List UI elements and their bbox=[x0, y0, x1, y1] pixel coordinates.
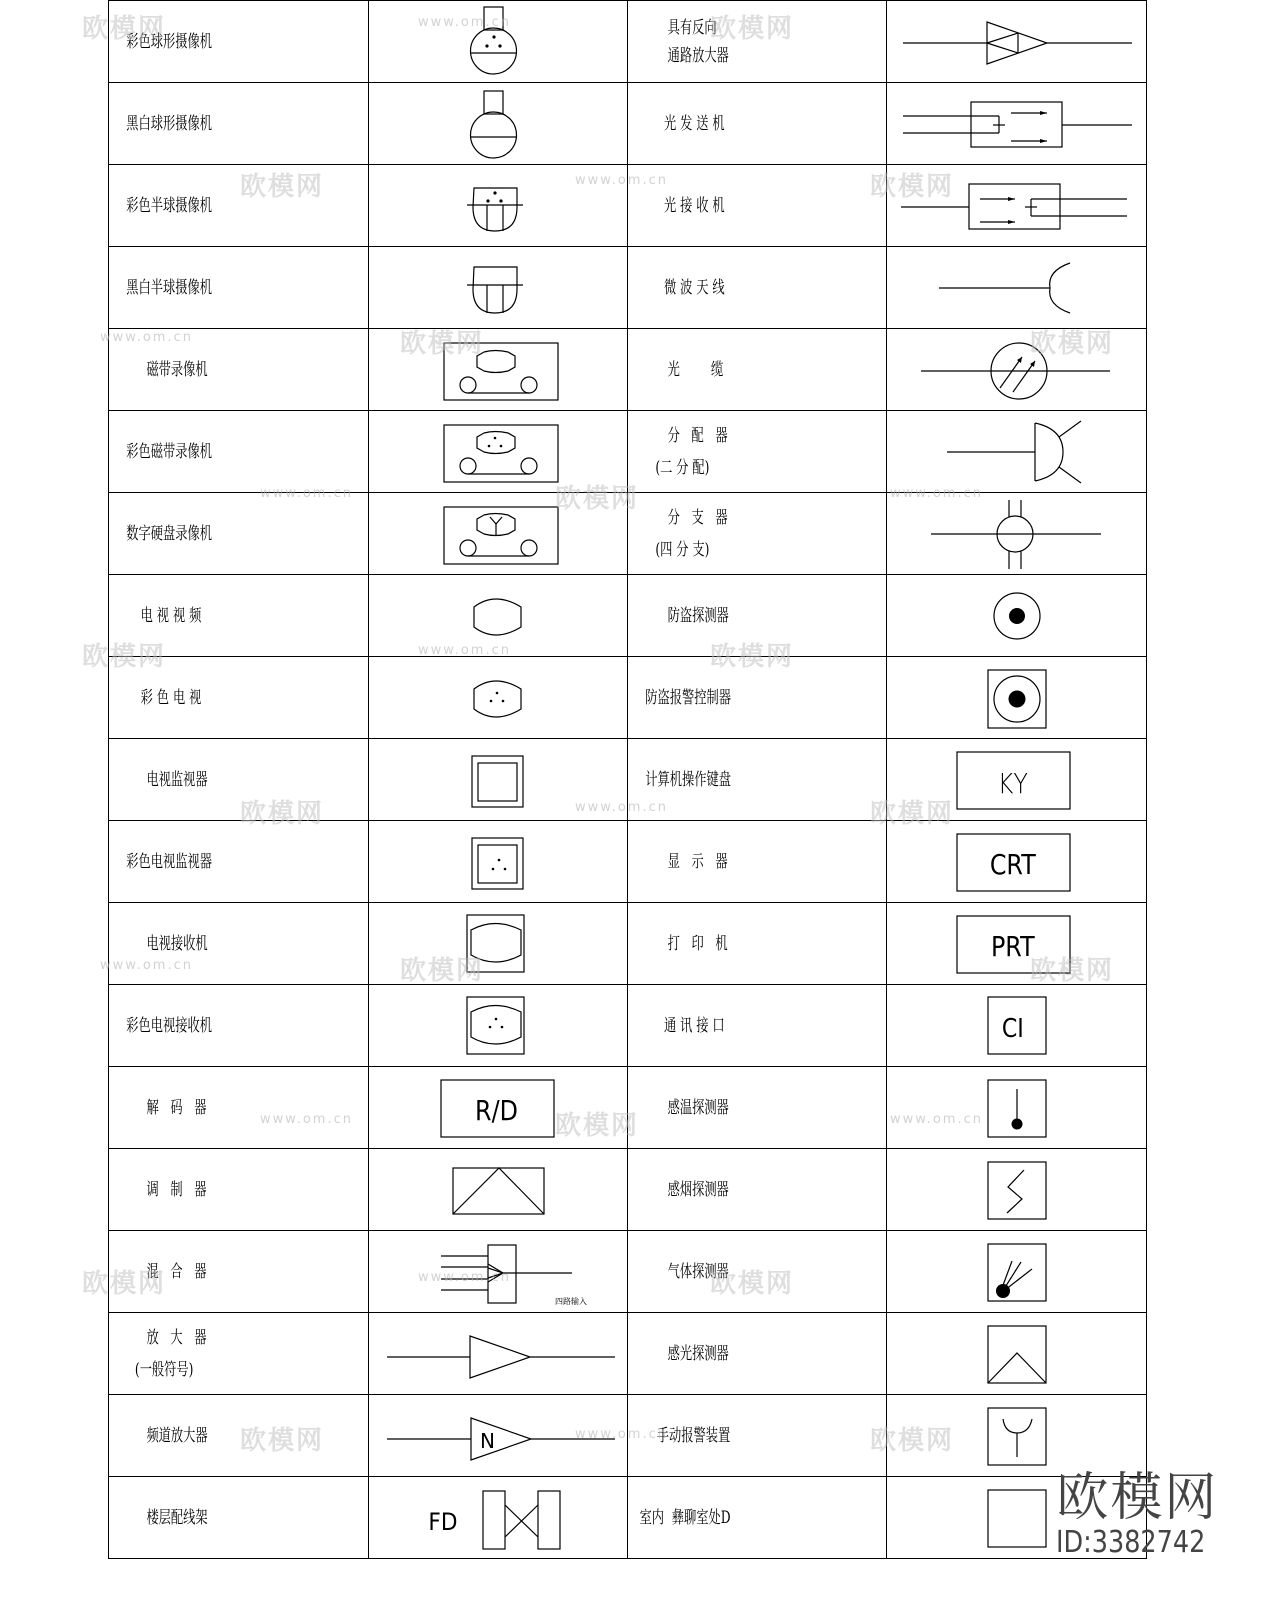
symbol-name: 彩色半球摄像机 bbox=[109, 165, 369, 247]
table-row bbox=[109, 903, 1147, 985]
symbol-name: 感光探测器 bbox=[628, 1313, 887, 1395]
table-row bbox=[109, 821, 1147, 903]
svg-text:CRT: CRT bbox=[989, 849, 1036, 882]
brand-name: 欧模网 bbox=[1056, 1468, 1219, 1528]
comm-interface-ci-icon bbox=[887, 985, 1147, 1067]
watermark-url: www.om.cn bbox=[418, 1270, 511, 1285]
watermark-url: www.om.cn bbox=[890, 486, 983, 501]
symbol-name: 黑白半球摄像机 bbox=[109, 247, 369, 329]
symbol-name: 放 大 器 (一般符号) bbox=[109, 1313, 369, 1395]
watermark-url: www.om.cn bbox=[418, 643, 511, 658]
alarm-controller-icon bbox=[887, 657, 1147, 739]
watermark-logo: 欧模网 bbox=[1030, 329, 1115, 359]
watermark-url: www.om.cn bbox=[260, 486, 353, 501]
dvr-icon bbox=[369, 493, 628, 575]
watermark-logo: 欧模网 bbox=[400, 329, 485, 359]
symbol-name: 电视接收机 bbox=[109, 903, 369, 985]
symbol-name: 感温探测器 bbox=[628, 1067, 887, 1149]
color-tape-recorder-icon bbox=[369, 411, 628, 493]
symbol-name: 数字硬盘录像机 bbox=[109, 493, 369, 575]
color-dome-camera-icon bbox=[369, 1, 628, 83]
svg-text:四路输入: 四路输入 bbox=[555, 1297, 587, 1306]
watermark-logo: 欧模网 bbox=[870, 799, 955, 829]
symbol-name: 室内 彝聊室处D bbox=[628, 1477, 887, 1559]
symbol-name: 感烟探测器 bbox=[628, 1149, 887, 1231]
watermark-url: www.om.cn bbox=[418, 15, 511, 30]
symbol-name: 光 接 收 机 bbox=[628, 165, 887, 247]
color-hemisphere-camera-icon bbox=[369, 165, 628, 247]
watermark-logo: 欧模网 bbox=[870, 1426, 955, 1456]
intrusion-detector-icon bbox=[887, 575, 1147, 657]
watermark-logo: 欧模网 bbox=[240, 799, 325, 829]
watermark-url: www.om.cn bbox=[575, 800, 668, 815]
table-row bbox=[109, 1313, 1147, 1395]
smoke-detector-icon bbox=[887, 1149, 1147, 1231]
table-row bbox=[109, 575, 1147, 657]
manual-alarm-icon bbox=[887, 1395, 1147, 1477]
table-row bbox=[109, 83, 1147, 165]
svg-text:FD: FD bbox=[428, 1508, 458, 1537]
svg-text:R/D: R/D bbox=[475, 1095, 518, 1128]
symbol-name: 频道放大器 bbox=[109, 1395, 369, 1477]
table-row bbox=[109, 1067, 1147, 1149]
svg-text:N: N bbox=[480, 1429, 495, 1453]
watermark-logo: 欧模网 bbox=[710, 14, 795, 44]
symbol-name: 电 视 视 频 bbox=[109, 575, 369, 657]
tv-receiver-icon bbox=[369, 903, 628, 985]
light-detector-icon bbox=[887, 1313, 1147, 1395]
watermark-logo: 欧模网 bbox=[82, 642, 167, 672]
table-row bbox=[109, 985, 1147, 1067]
watermark-url: www.om.cn bbox=[100, 958, 193, 973]
svg-text:KY: KY bbox=[997, 768, 1028, 801]
table-row bbox=[109, 493, 1147, 575]
optical-transmitter-icon bbox=[887, 83, 1147, 165]
tv-video-icon bbox=[369, 575, 628, 657]
table-row bbox=[109, 1, 1147, 83]
symbol-name: 彩色磁带录像机 bbox=[109, 411, 369, 493]
watermark-logo: 欧模网 bbox=[870, 172, 955, 202]
gas-detector-icon bbox=[887, 1231, 1147, 1313]
symbol-name: 混 合 器 bbox=[109, 1231, 369, 1313]
channel-amplifier-icon bbox=[369, 1395, 628, 1477]
symbol-name: 解 码 器 bbox=[109, 1067, 369, 1149]
symbol-legend-table bbox=[108, 0, 1147, 1559]
tv-monitor-icon bbox=[369, 739, 628, 821]
svg-text:PRT: PRT bbox=[990, 931, 1035, 964]
table-row bbox=[109, 247, 1147, 329]
watermark-logo: 欧模网 bbox=[82, 14, 167, 44]
symbol-name: 彩色电视接收机 bbox=[109, 985, 369, 1067]
table-row bbox=[109, 739, 1147, 821]
symbol-name: 防盗探测器 bbox=[628, 575, 887, 657]
symbol-name: 显 示 器 bbox=[628, 821, 887, 903]
symbol-name: 磁带录像机 bbox=[109, 329, 369, 411]
bw-hemisphere-camera-icon bbox=[369, 247, 628, 329]
floor-distribution-frame-icon bbox=[369, 1477, 628, 1559]
symbol-name: 通 讯 接 口 bbox=[628, 985, 887, 1067]
symbol-name: 楼层配线架 bbox=[109, 1477, 369, 1559]
watermark-logo: 欧模网 bbox=[82, 1269, 167, 1299]
bidirectional-amplifier-icon bbox=[887, 1, 1147, 83]
table-row bbox=[109, 329, 1147, 411]
color-tv-monitor-icon bbox=[369, 821, 628, 903]
watermark-logo: 欧模网 bbox=[555, 1111, 640, 1141]
watermark-logo: 欧模网 bbox=[240, 1426, 325, 1456]
optical-cable-icon bbox=[887, 329, 1147, 411]
symbol-name: 计算机操作键盘 bbox=[628, 739, 887, 821]
watermark-logo: 欧模网 bbox=[710, 1269, 795, 1299]
table-row bbox=[109, 1477, 1147, 1559]
watermark-logo: 欧模网 bbox=[555, 484, 640, 514]
watermark-url: www.om.cn bbox=[575, 1427, 668, 1442]
modulator-icon bbox=[369, 1149, 628, 1231]
model-id: ID:3382742 bbox=[1056, 1525, 1206, 1560]
tap-4way-icon bbox=[887, 493, 1147, 575]
microwave-antenna-icon bbox=[887, 247, 1147, 329]
symbol-name: 分 配 器 (二 分 配) bbox=[628, 411, 887, 493]
splitter-2way-icon bbox=[887, 411, 1147, 493]
tape-recorder-icon bbox=[369, 329, 628, 411]
symbol-name: 微 波 天 线 bbox=[628, 247, 887, 329]
printer-prt-icon bbox=[887, 903, 1147, 985]
symbol-name: 黑白球形摄像机 bbox=[109, 83, 369, 165]
keyboard-ky-icon bbox=[887, 739, 1147, 821]
symbol-name: 分 支 器 (四 分 支) bbox=[628, 493, 887, 575]
symbol-name: 电视监视器 bbox=[109, 739, 369, 821]
table-row bbox=[109, 1149, 1147, 1231]
symbol-name: 手动报警装置 bbox=[628, 1395, 887, 1477]
watermark-logo: 欧模网 bbox=[1030, 956, 1115, 986]
indoor-outlet-icon bbox=[887, 1477, 1147, 1559]
symbol-name: 光 发 送 机 bbox=[628, 83, 887, 165]
symbol-name: 光 缆 bbox=[628, 329, 887, 411]
amplifier-icon bbox=[369, 1313, 628, 1395]
watermark-url: www.om.cn bbox=[260, 1112, 353, 1127]
table-row bbox=[109, 165, 1147, 247]
bw-dome-camera-icon bbox=[369, 83, 628, 165]
table-row bbox=[109, 1395, 1147, 1477]
symbol-name: 防盗报警控制器 bbox=[628, 657, 887, 739]
watermark-logo: 欧模网 bbox=[710, 642, 795, 672]
watermark-url: www.om.cn bbox=[575, 173, 668, 188]
symbol-name: 气体探测器 bbox=[628, 1231, 887, 1313]
table-row bbox=[109, 1231, 1147, 1313]
optical-receiver-icon bbox=[887, 165, 1147, 247]
symbol-name: 具有反向 通路放大器 bbox=[628, 1, 887, 83]
watermark-url: www.om.cn bbox=[890, 1112, 983, 1127]
heat-detector-icon bbox=[887, 1067, 1147, 1149]
symbol-name: 彩色球形摄像机 bbox=[109, 1, 369, 83]
color-tv-icon bbox=[369, 657, 628, 739]
symbol-name: 打 印 机 bbox=[628, 903, 887, 985]
table-row bbox=[109, 657, 1147, 739]
symbol-name: 彩 色 电 视 bbox=[109, 657, 369, 739]
decoder-rd-icon bbox=[369, 1067, 628, 1149]
symbol-name: 彩色电视监视器 bbox=[109, 821, 369, 903]
table-row bbox=[109, 411, 1147, 493]
svg-text:CI: CI bbox=[1001, 1013, 1024, 1044]
watermark-logo: 欧模网 bbox=[240, 172, 325, 202]
symbol-legend-sheet bbox=[108, 0, 1146, 1568]
display-crt-icon bbox=[887, 821, 1147, 903]
color-tv-receiver-icon bbox=[369, 985, 628, 1067]
watermark-logo: 欧模网 bbox=[400, 956, 485, 986]
symbol-name: 调 制 器 bbox=[109, 1149, 369, 1231]
watermark-url: www.om.cn bbox=[100, 330, 193, 345]
mixer-icon bbox=[369, 1231, 628, 1313]
